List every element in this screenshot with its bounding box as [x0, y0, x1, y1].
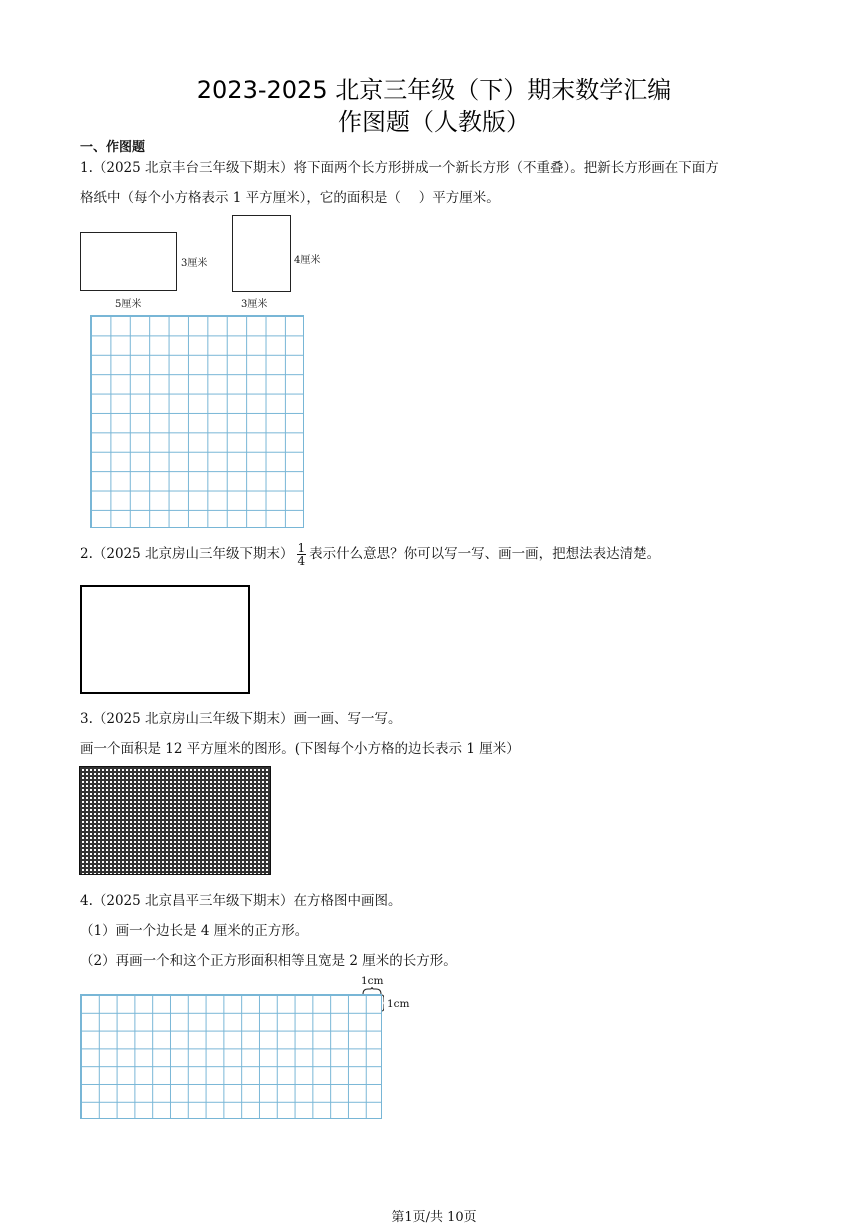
- q3-dashed-grid[interactable]: [79, 766, 271, 875]
- q4-square-grid[interactable]: [80, 994, 382, 1119]
- q4-unit-side-label: 1cm: [387, 998, 410, 1010]
- q2-fraction: [297, 542, 307, 567]
- q3-text-line2: 画一个面积是 12 平方厘米的图形。(下图每个小方格的边长表示 1 厘米）: [80, 741, 520, 757]
- q1-rect-a-width-label: 5厘米: [115, 299, 142, 310]
- page-footer: 第1页/共 10页: [391, 1210, 477, 1225]
- q1-text-line2: 格纸中（每个小方格表示 1 平方厘米），它的面积是（ ）平方厘米。: [80, 190, 500, 206]
- section-heading: 一、作图题: [80, 140, 146, 155]
- q2-drawing-box[interactable]: [80, 585, 250, 694]
- q1-rectangle-a: [80, 232, 177, 291]
- q4-unit-top-label: 1cm: [361, 975, 384, 987]
- q4-text-line2: （1）画一个边长是 4 厘米的正方形。: [80, 923, 309, 939]
- q2-suffix: 表示什么意思？你可以写一写、画一画，把想法表达清楚。: [309, 546, 661, 562]
- q1-rect-b-height-label: 4厘米: [294, 255, 321, 266]
- page-title-line1: 2023-2025 北京三年级（下）期末数学汇编: [196, 76, 672, 104]
- q4-text-line1: 4.（2025 北京昌平三年级下期末）在方格图中画图。: [80, 893, 402, 909]
- q2-prefix: 2.（2025 北京房山三年级下期末）: [80, 546, 294, 562]
- q3-text-line1: 3.（2025 北京房山三年级下期末）画一画、写一写。: [80, 711, 402, 727]
- q2-text: [80, 542, 660, 567]
- page-title-line2: 作图题（人教版）: [338, 108, 530, 136]
- q2-fraction-denominator: 4: [297, 554, 306, 568]
- q1-rectangle-b: [232, 215, 291, 292]
- q1-rect-a-height-label: 3厘米: [181, 258, 208, 269]
- q1-text-line1: 1.（2025 北京丰台三年级下期末）将下面两个长方形拼成一个新长方形（不重叠）。把新长方形画在下面方: [80, 160, 719, 176]
- q4-text-line3: （2）再画一个和这个正方形面积相等且宽是 2 厘米的长方形。: [80, 953, 457, 969]
- q1-rect-b-width-label: 3厘米: [241, 299, 268, 310]
- q1-square-grid[interactable]: [90, 315, 304, 528]
- q2-fraction-numerator: 1: [297, 541, 306, 555]
